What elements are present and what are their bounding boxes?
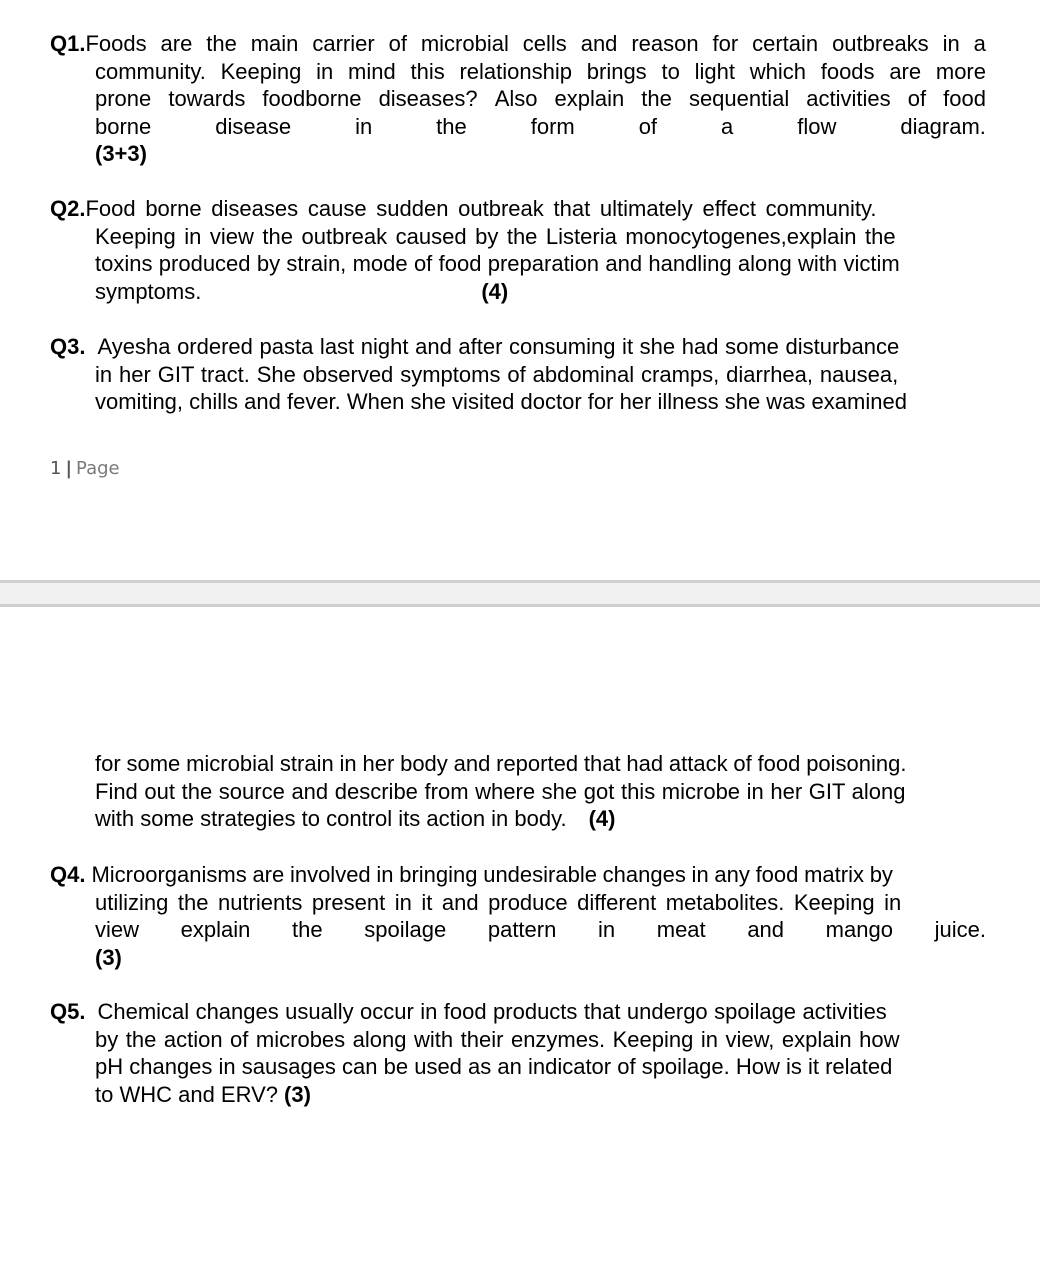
q2-line-4: symptoms. (4) <box>95 278 509 304</box>
q3-line-4: for some microbial strain in her body and reported that had attack of food poisoning. <box>95 751 907 776</box>
q3-line-5: Find out the source and describe from where she got this microbe in her GIT along <box>95 778 906 804</box>
question-marks: (4) <box>588 806 616 831</box>
q5-line-3: pH changes in sausages can be used as an indicator of spoilage. How is it related <box>95 1054 893 1079</box>
q2-line-1: Q2. Food borne diseases cause sudden outbreak that ultimately effect community. <box>50 196 877 221</box>
q5-line-2: by the action of microbes along with their enzymes. Keeping in view, explain how <box>95 1026 900 1052</box>
question-number: Q3. <box>50 334 86 359</box>
q5-line-4: to WHC and ERV? (3) <box>95 1081 311 1107</box>
q1-line-3: prone towards foodborne diseases? Also explain the sequential activities of food <box>95 86 986 111</box>
question-marks: (4) <box>481 278 509 304</box>
question-4 <box>50 861 986 971</box>
question-marks: (3) <box>284 1081 311 1107</box>
q3-line-2: in her GIT tract. She observed symptoms of abdominal cramps, diarrhea, nausea, <box>95 361 899 387</box>
q5-line-1: Q5. Chemical changes usually occur in food products that undergo spoilage activities <box>50 999 887 1024</box>
q3-line-1: Q3. Ayesha ordered pasta last night and after consuming it she had some disturbance <box>50 334 900 359</box>
q4-line-1: Q4. Microorganisms are involved in bringing undesirable changes in any food matrix by <box>50 862 893 887</box>
question-2 <box>50 195 986 305</box>
question-marks: (3) <box>95 944 122 970</box>
q4-line-2: utilizing the nutrients present in it and produce different metabolites. Keeping in <box>95 889 902 915</box>
page-label: Page <box>76 458 120 479</box>
question-number: Q5. <box>50 999 86 1024</box>
page-footer <box>50 458 120 479</box>
question-3-continued <box>50 750 986 833</box>
q3-line-3: vomiting, chills and fever. When she visited doctor for her illness she was examined <box>95 389 907 414</box>
q1-line-1: Q1.Foods are the main carrier of microbial cells and reason for certain outbreaks in a <box>50 31 986 56</box>
q2-line-2: Keeping in view the outbreak caused by the Listeria monocytogenes,explain the <box>95 223 896 249</box>
page-number: 1 <box>50 458 62 479</box>
q4-line-4 <box>50 944 986 972</box>
page-separator: | <box>65 458 73 479</box>
question-marks: (3+3) <box>95 141 147 166</box>
question-1 <box>50 30 986 168</box>
page-break-divider <box>0 580 1040 607</box>
question-5 <box>50 998 986 1108</box>
question-number: Q4. <box>50 862 86 887</box>
q2-line-3: toxins produced by strain, mode of food preparation and handling along with victim <box>95 251 900 276</box>
question-number: Q1. <box>50 31 86 56</box>
q3-line-6: with some strategies to control its action in body. (4) <box>95 806 616 831</box>
question-3 <box>50 333 986 416</box>
q1-line-4: borne disease in the form of a flow diagram. <box>95 113 986 139</box>
q4-line-3: view explain the spoilage pattern in meat and mango juice. <box>95 917 986 942</box>
question-number: Q2. <box>50 196 86 221</box>
q1-line-1-start: Q1.Foods <box>50 31 147 56</box>
q1-line-2: community. Keeping in mind this relationship brings to light which foods are more <box>95 58 986 84</box>
q1-line-5 <box>50 140 986 168</box>
